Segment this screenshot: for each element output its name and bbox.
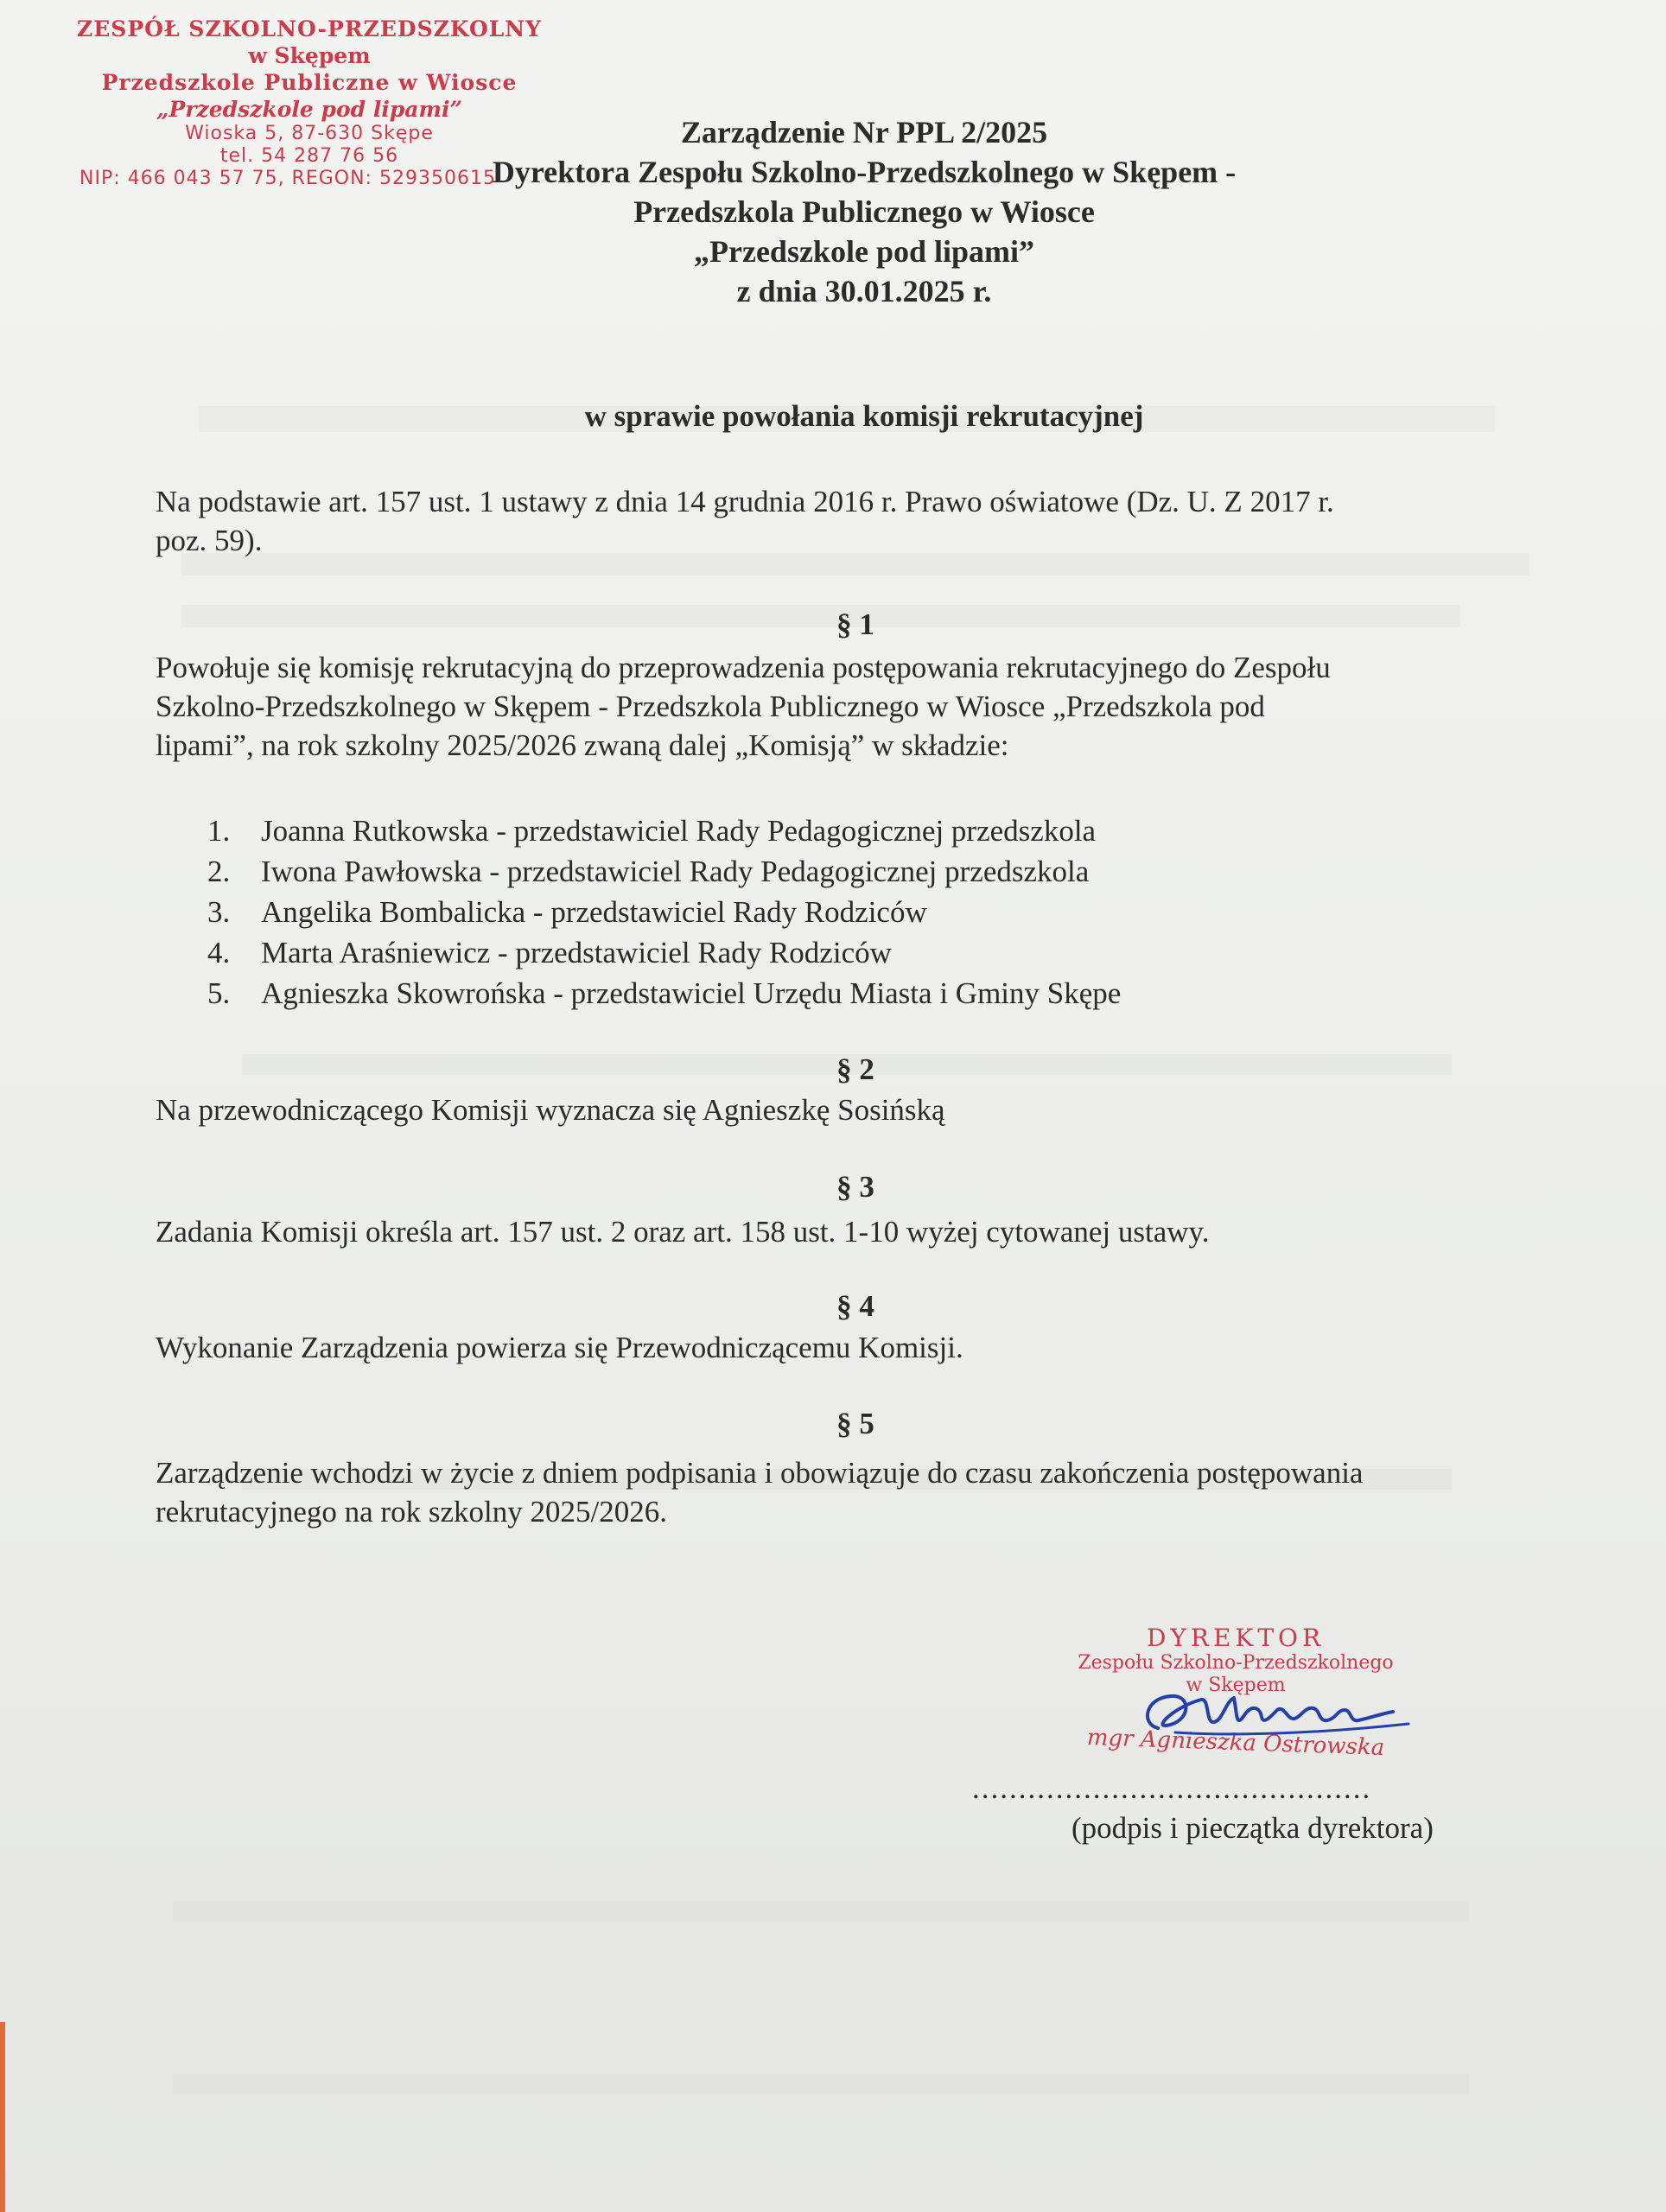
section-1-text [156, 648, 1555, 765]
signature-dotted-line: ........................................... [972, 1771, 1372, 1805]
legal-basis-line-1: Na podstawie art. 157 ust. 1 ustawy z dnia 14 grudnia 2016 r. Prawo oświatowe (Dz. U. Z 2017 r. [156, 485, 1334, 518]
section-1-sign: § 1 [836, 607, 874, 641]
document-title [328, 112, 1400, 311]
commission-members-list [207, 810, 1417, 1014]
stamp-line-preschool: Przedszkole Publiczne w Wiosce [101, 70, 518, 95]
section-2-text [156, 1090, 1555, 1129]
section-5-line-2: rekrutacyjnego na rok szkolny 2025/2026. [156, 1495, 667, 1529]
legal-basis-line-2: poz. 59). [156, 524, 263, 557]
section-3-sign: § 3 [836, 1170, 874, 1204]
legal-basis [156, 482, 1555, 560]
section-5-sign: § 5 [836, 1407, 874, 1440]
section-4-sign: § 4 [836, 1289, 874, 1323]
page-edge-strip [0, 2022, 5, 2212]
director-stamp-town: w Skępem [1186, 1675, 1286, 1696]
section-1-line-3: lipami”, na rok szkolny 2025/2026 zwaną dalej „Komisją” w składzie: [156, 728, 1009, 762]
section-5-line-1: Zarządzenie wchodzi w życie z dniem podpisania i obowiązuje do czasu zakończenia postępowania [156, 1456, 1364, 1490]
list-item [207, 932, 1417, 973]
title-line-date: z dnia 30.01.2025 r. [736, 274, 992, 308]
director-stamp-name: mgr Agnieszka Ostrowska [1086, 1724, 1385, 1762]
list-item-number: 5. [207, 976, 231, 1010]
section-2-sign: § 2 [836, 1052, 874, 1086]
list-item [207, 892, 1417, 932]
document-subject: w sprawie powołania komisji rekrutacyjnej [584, 399, 1144, 433]
title-line-preschool-name: „Przedszkole pod lipami” [694, 234, 1034, 269]
list-item-text: Joanna Rutkowska - przedstawiciel Rady Pedagogicznej przedszkola [261, 814, 1097, 848]
list-item-number: 2. [207, 855, 231, 888]
list-item-text: Marta Araśniewicz - przedstawiciel Rady Rodziców [261, 936, 892, 969]
list-item-text: Iwona Pawłowska - przedstawiciel Rady Pedagogicznej przedszkola [261, 855, 1090, 888]
list-item-number: 4. [207, 936, 231, 969]
stamp-line-phone: tel. 54 287 76 56 [219, 145, 399, 167]
title-line-issuer: Dyrektora Zespołu Szkolno-Przedszkolnego w Skępem - [492, 155, 1237, 189]
handwritten-signature-icon [1123, 1681, 1417, 1750]
section-3-text [156, 1212, 1555, 1251]
stamp-line-preschool-name: „Przedszkole pod lipami” [156, 97, 462, 122]
section-4-text [156, 1328, 1555, 1367]
section-3-line-1: Zadania Komisji określa art. 157 ust. 2 oraz art. 158 ust. 1-10 wyżej cytowanej ustawy. [156, 1215, 1210, 1249]
list-item [207, 810, 1417, 851]
director-stamp-institution: Zespołu Szkolno-Przedszkolnego [1078, 1652, 1394, 1674]
section-5-text [156, 1453, 1555, 1531]
stamp-line-nip-regon: NIP: 466 043 57 75, REGON: 529350615 [79, 168, 496, 189]
list-item-number: 3. [207, 895, 231, 929]
stamp-line-institution: ZESPÓŁ SZKOLNO-PRZEDSZKOLNY [77, 16, 542, 41]
title-line-number: Zarządzenie Nr PPL 2/2025 [680, 115, 1048, 149]
title-line-preschool: Przedszkola Publicznego w Wiosce [633, 194, 1095, 229]
section-2-line-1: Na przewodniczącego Komisji wyznacza się Agnieszkę Sosińską [156, 1093, 945, 1127]
signature-caption: (podpis i pieczątka dyrektora) [1071, 1811, 1434, 1845]
list-item [207, 851, 1417, 892]
section-1-line-1: Powołuje się komisję rekrutacyjną do przeprowadzenia postępowania rekrutacyjnego do Zespołu [156, 651, 1331, 684]
stamp-line-town: w Skępem [248, 43, 371, 68]
section-4-line-1: Wykonanie Zarządzenia powierza się Przewodniczącemu Komisji. [156, 1331, 963, 1364]
section-1-line-2: Szkolno-Przedszkolnego w Skępem - Przedszkola Publicznego w Wiosce „Przedszkola pod [156, 690, 1265, 723]
list-item-text: Agnieszka Skowrońska - przedstawiciel Urzędu Miasta i Gminy Skępe [261, 976, 1122, 1010]
stamp-line-address: Wioska 5, 87-630 Skępe [185, 123, 434, 144]
director-stamp-title: DYREKTOR [1146, 1624, 1326, 1652]
list-item-number: 1. [207, 814, 231, 848]
list-item [207, 973, 1417, 1014]
list-item-text: Angelika Bombalicka - przedstawiciel Rady Rodziców [261, 895, 927, 929]
